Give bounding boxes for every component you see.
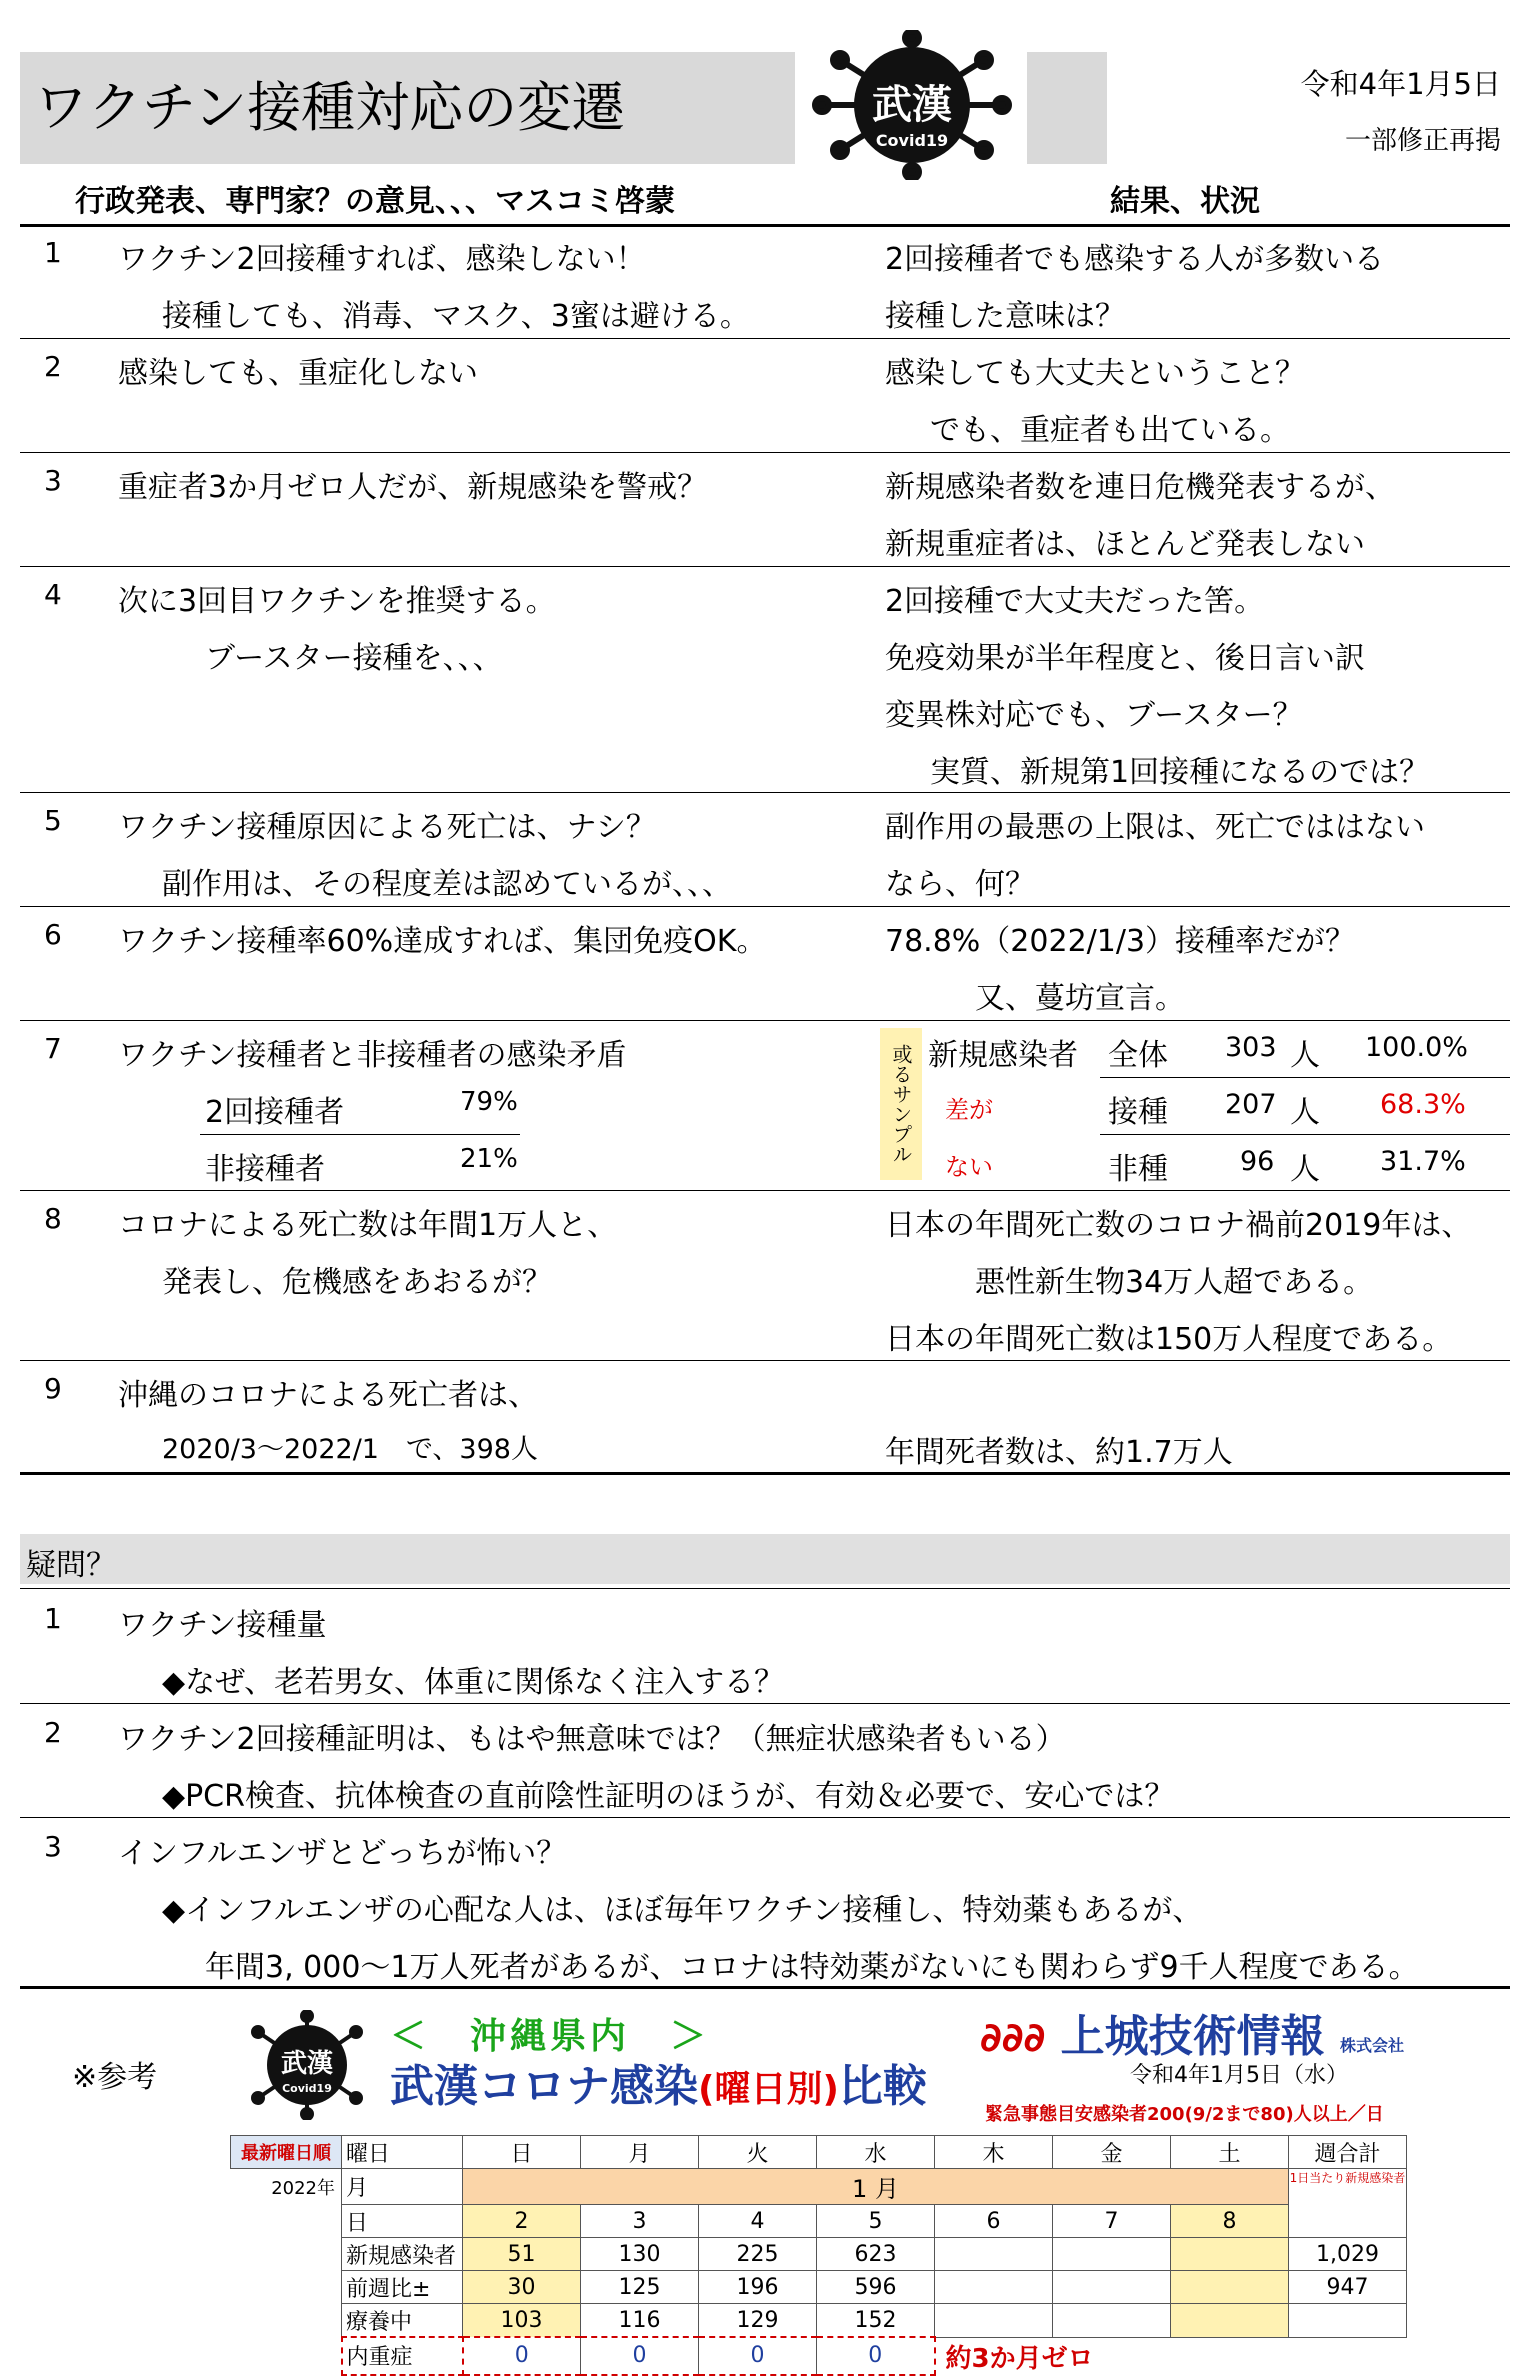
value-cell: 116 (581, 2304, 699, 2338)
row-left-text: ブースター接種を、、、 (205, 641, 503, 676)
column-header-right: 結果、状況 (1110, 184, 1260, 219)
reference-title-b: (曜日別) (698, 2069, 839, 2110)
question-title: インフルエンザとどっちが怖い？ (118, 1836, 567, 1871)
table-row (231, 2205, 1407, 2238)
row-right-text: 78.8%（2022/1/3）接種率だが？ (885, 924, 1356, 959)
total-cell: 1,029 (1289, 2238, 1407, 2271)
value-cell: 103 (463, 2304, 581, 2338)
row-label: 療養中 (342, 2304, 463, 2338)
table-header: 曜日 (342, 2136, 463, 2169)
value-cell: 623 (817, 2238, 935, 2271)
value-cell: 225 (699, 2238, 817, 2271)
table-row (231, 2238, 1407, 2271)
unvaccinated-label: 非接種者 (205, 1152, 325, 1187)
vaccinated-cases-label: 接種 (1108, 1095, 1168, 1130)
year-label: 2022年 (271, 2177, 335, 2199)
vaccinated-cases-unit: 人 (1290, 1095, 1320, 1130)
reference-table-image (230, 1990, 1440, 2377)
value-cell: 125 (581, 2271, 699, 2304)
value-cell: 129 (699, 2304, 817, 2338)
table-header: 日 (463, 2136, 581, 2169)
virus-logo-small-icon (242, 2010, 372, 2120)
reference-criteria: 緊急事態目安感染者200(9/2まで80)人以上／日 (985, 2104, 1384, 2125)
reference-title (390, 2050, 927, 2114)
day-cell: 4 (699, 2205, 817, 2238)
total-cell: 947 (1289, 2271, 1407, 2304)
table-header: 木 (935, 2136, 1053, 2169)
row-left-text: 感染しても、重症化しない (118, 356, 478, 391)
zero-note: 約3か月ゼロ (945, 2343, 1094, 2374)
weekly-note: 1日当たり新規感染者 (1289, 2169, 1407, 2238)
questions-heading: 疑問？ (26, 1548, 116, 1583)
company-name: 上城技術情報 (1060, 2011, 1325, 2062)
logo-sub: Covid19 (875, 131, 949, 150)
row-left-text: 沖縄のコロナによる死亡者は、 (118, 1378, 538, 1413)
table-header: 月 (581, 2136, 699, 2169)
value-cell: 0 (699, 2337, 817, 2375)
value-cell: 0 (581, 2337, 699, 2375)
reference-title-c: 比較 (838, 2061, 927, 2112)
diff-label-2: ない (945, 1153, 993, 1181)
value-cell (1053, 2271, 1171, 2304)
reference-label: ※参考 (72, 2060, 158, 2095)
unvaccinated-cases-unit: 人 (1290, 1152, 1320, 1187)
row-left-text: ワクチン接種者と非接種者の感染矛盾 (118, 1038, 627, 1073)
table-header: 土 (1171, 2136, 1289, 2169)
row-left-text: コロナによる死亡数は年間1万人と、 (118, 1208, 618, 1243)
table-header: 金 (1053, 2136, 1171, 2169)
total-count: 303 (1225, 1032, 1277, 1063)
day-cell: 5 (817, 2205, 935, 2238)
company-suffix: 株式会社 (1339, 2036, 1404, 2055)
reference-title-a: 武漢コロナ感染 (390, 2061, 698, 2112)
row-right-text: なら、何？ (885, 867, 1035, 902)
table-row (231, 2136, 1407, 2169)
vaccinated-cases-pct: 68.3% (1380, 1089, 1466, 1120)
row-number: 2 (44, 350, 62, 383)
question-title: ワクチン接種量 (118, 1608, 327, 1643)
sample-label: 或るサンプル (880, 1028, 922, 1180)
total-label: 全体 (1108, 1038, 1168, 1073)
logo-small-text: 武漢 (280, 2049, 334, 2079)
table-header: 火 (699, 2136, 817, 2169)
value-cell (1053, 2238, 1171, 2271)
row-right-text: 悪性新生物34万人超である。 (975, 1265, 1374, 1300)
row-left-text: 副作用は、その程度差は認めているが、、、 (162, 867, 732, 902)
title-band-right (1027, 52, 1107, 164)
day-cell: 6 (935, 2205, 1053, 2238)
row-number: 1 (44, 236, 62, 269)
unvaccinated-cases-pct: 31.7% (1380, 1146, 1466, 1177)
row-left-text: 重症者3か月ゼロ人だが、新規感染を警戒？ (118, 470, 708, 505)
day-cell: 2 (463, 2205, 581, 2238)
weekday-table (230, 2135, 1407, 2376)
row-right-text: 新規感染者数を連日危機発表するが、 (885, 470, 1395, 505)
reference-date: 令和4年1月5日（水） (1130, 2063, 1348, 2088)
column-header-left: 行政発表、専門家？の意見、、、マスコミ啓蒙 (75, 184, 675, 219)
vaccinated-cases-count: 207 (1225, 1089, 1277, 1120)
table-row (231, 2337, 1407, 2375)
row-number: 7 (44, 1032, 62, 1065)
row-right-text: 年間死者数は、約1.7万人 (885, 1435, 1233, 1470)
row-right-text: 変異株対応でも、ブースター？ (885, 698, 1303, 733)
unvaccinated-cases-label: 非種 (1108, 1152, 1168, 1187)
value-cell: 196 (699, 2271, 817, 2304)
value-cell (935, 2271, 1053, 2304)
row-label: 内重症 (342, 2337, 463, 2375)
row-right-text: 日本の年間死亡数は150万人程度である。 (885, 1322, 1453, 1357)
month-value: 1 月 (463, 2169, 1289, 2205)
row-right-text: 2回接種者でも感染する人が多数いる (885, 242, 1385, 277)
total-unit: 人 (1290, 1038, 1320, 1073)
virus-logo-icon (800, 30, 1024, 180)
value-cell: 30 (463, 2271, 581, 2304)
question-detail: ◆PCR検査、抗体検査の直前陰性証明のほうが、有効＆必要で、安心では？ (162, 1779, 1175, 1814)
row-right-text: 又、蔓坊宣言。 (975, 981, 1185, 1016)
value-cell (1171, 2238, 1289, 2271)
row-right-text: 新規重症者は、ほとんど発表しない (885, 527, 1365, 562)
region-label: ＜ 沖縄県内 ＞ (390, 2016, 711, 2057)
unvaccinated-cases-count: 96 (1240, 1146, 1275, 1177)
value-cell: 51 (463, 2238, 581, 2271)
row-right-text: 実質、新規第1回接種になるのでは？ (930, 755, 1430, 790)
row-left-text: 次に3回目ワクチンを推奨する。 (118, 584, 556, 619)
question-detail: ◆インフルエンザの心配な人は、ほぼ毎年ワクチン接種し、特効薬もあるが、 (162, 1893, 1203, 1928)
row-number: 8 (44, 1202, 62, 1235)
question-number: 2 (44, 1716, 62, 1749)
company-mark: ∂∂∂ (980, 2015, 1046, 2061)
value-cell (1053, 2304, 1171, 2338)
page-title: ワクチン接種対応の変遷 (20, 52, 795, 164)
unvaccinated-pct: 21% (460, 1144, 518, 1174)
value-cell: 0 (463, 2337, 581, 2375)
month-label: 月 (342, 2169, 463, 2205)
row-left-text: 発表し、危機感をあおるが？ (162, 1265, 552, 1300)
row-right-text: 接種した意味は？ (885, 299, 1125, 334)
total-pct: 100.0% (1365, 1032, 1468, 1063)
diff-label-1: 差が (945, 1096, 993, 1124)
question-detail: 年間3, 000～1万人死者があるが、コロナは特効薬がないにも関わらず9千人程度である。 (205, 1950, 1419, 1985)
value-cell (1171, 2271, 1289, 2304)
day-cell: 7 (1053, 2205, 1171, 2238)
question-number: 1 (44, 1602, 62, 1635)
date: 令和4年1月5日 (1300, 67, 1501, 101)
table-header: 週合計 (1289, 2136, 1407, 2169)
question-title: ワクチン2回接種証明は、もはや無意味では？（無症状感染者もいる） (118, 1722, 1066, 1757)
logo-small-sub: Covid19 (282, 2082, 332, 2095)
row-right-text: 日本の年間死亡数のコロナ禍前2019年は、 (885, 1208, 1472, 1243)
row-right-text: 副作用の最悪の上限は、死亡でははない (885, 810, 1425, 845)
question-number: 3 (44, 1830, 62, 1863)
revision-note: 一部修正再掲 (1344, 126, 1501, 156)
row-left-text: 接種しても、消毒、マスク、3蜜は避ける。 (162, 299, 750, 334)
row-number: 4 (44, 578, 62, 611)
table-row (231, 2169, 1407, 2205)
company-name-block (980, 2000, 1404, 2064)
row-number: 9 (44, 1372, 62, 1405)
row-right-text: 感染しても大丈夫ということ？ (885, 356, 1305, 391)
value-cell: 152 (817, 2304, 935, 2338)
value-cell: 596 (817, 2271, 935, 2304)
vaccinated-pct: 79% (460, 1087, 518, 1117)
day-cell: 8 (1171, 2205, 1289, 2238)
row-right-text: でも、重症者も出ている。 (930, 413, 1290, 448)
row-left-text: ワクチン接種率60%達成すれば、集団免疫OK。 (118, 924, 767, 959)
day-cell: 3 (581, 2205, 699, 2238)
question-detail: ◆なぜ、老若男女、体重に関係なく注入する？ (162, 1665, 785, 1700)
value-cell: 130 (581, 2238, 699, 2271)
value-cell (935, 2238, 1053, 2271)
row-number: 6 (44, 918, 62, 951)
day-label: 日 (342, 2205, 463, 2238)
row-left-text: ワクチン2回接種すれば、感染しない！ (118, 242, 646, 277)
row-label: 新規感染者 (342, 2238, 463, 2271)
total-cell (1289, 2304, 1407, 2338)
table-row (231, 2271, 1407, 2304)
row-label: 前週比± (342, 2271, 463, 2304)
vaccinated-label: 2回接種者 (205, 1095, 345, 1130)
row-number: 3 (44, 464, 62, 497)
row-left-text: 2020/3～2022/1 で、398人 (162, 1434, 538, 1465)
row-right-text: 2回接種で大丈夫だった筈。 (885, 584, 1265, 619)
value-cell (1171, 2304, 1289, 2338)
value-cell: 0 (817, 2337, 935, 2375)
value-cell (935, 2304, 1053, 2338)
table-header: 水 (817, 2136, 935, 2169)
row-left-text: ワクチン接種原因による死亡は、ナシ？ (118, 810, 656, 845)
row-right-text: 免疫効果が半年程度と、後日言い訳 (885, 641, 1365, 676)
row-number: 5 (44, 804, 62, 837)
table-row (231, 2304, 1407, 2338)
new-cases-label: 新規感染者 (928, 1038, 1078, 1073)
questions-band (20, 1534, 1510, 1584)
order-label: 最新曜日順 (231, 2136, 342, 2169)
logo-text: 武漢 (872, 82, 952, 128)
